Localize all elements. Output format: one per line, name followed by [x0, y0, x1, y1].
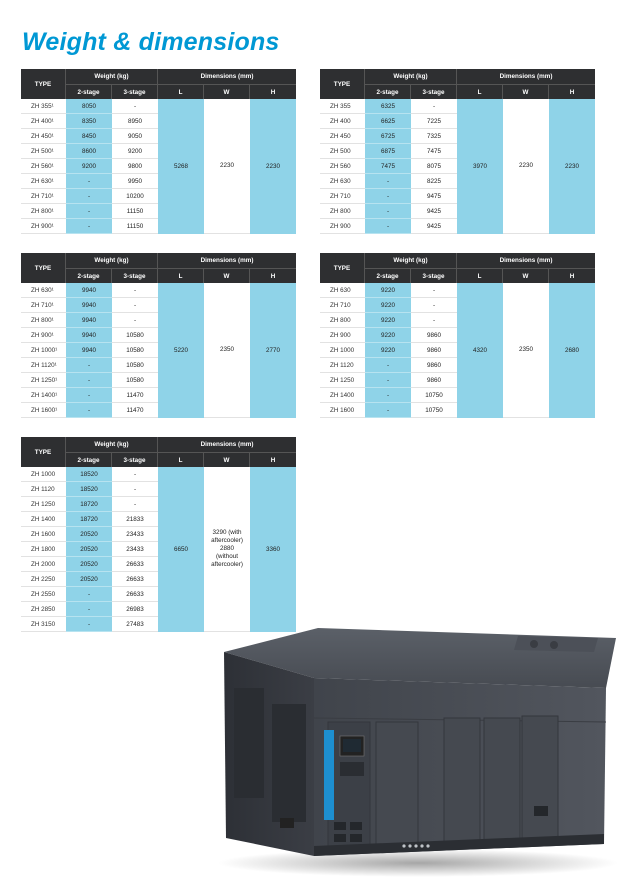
type-cell: ZH 1000: [21, 467, 66, 482]
weight-2-stage-cell: 9940: [66, 283, 112, 298]
type-cell: ZH 1800: [21, 542, 66, 557]
type-cell: ZH 1250¹: [21, 373, 66, 388]
column-header-type: TYPE: [320, 69, 365, 99]
type-cell: ZH 630¹: [21, 283, 66, 298]
weight-3-stage-cell: 21833: [112, 512, 158, 527]
weight-2-stage-cell: -: [365, 189, 411, 204]
weight-3-stage-cell: 9800: [112, 159, 158, 174]
dimension-h-value: 2230: [549, 99, 595, 234]
weight-2-stage-cell: 9220: [365, 328, 411, 343]
column-header-2-stage: 2-stage: [66, 268, 112, 283]
dimension-w-label: 2230: [219, 162, 234, 170]
column-header-h: H: [549, 268, 595, 283]
column-header-w: W: [204, 452, 250, 467]
type-cell: ZH 400¹: [21, 114, 66, 129]
column-header-w: W: [503, 84, 549, 99]
column-header-2-stage: 2-stage: [365, 268, 411, 283]
dimension-w-value: [204, 467, 250, 632]
weight-3-stage-cell: 8950: [112, 114, 158, 129]
weight-2-stage-cell: 6325: [365, 99, 411, 114]
weight-2-stage-cell: -: [66, 587, 112, 602]
column-header-3-stage: 3-stage: [112, 452, 158, 467]
type-cell: ZH 900¹: [21, 219, 66, 234]
column-header-3-stage: 3-stage: [411, 268, 457, 283]
weight-3-stage-cell: 10580: [112, 343, 158, 358]
weight-3-stage-cell: 9950: [112, 174, 158, 189]
column-header-w: W: [503, 268, 549, 283]
weight-2-stage-cell: 8050: [66, 99, 112, 114]
column-header-weight: Weight (kg): [365, 69, 457, 84]
type-cell: ZH 560: [320, 159, 365, 174]
weight-3-stage-cell: 23433: [112, 527, 158, 542]
weight-2-stage-cell: 9200: [66, 159, 112, 174]
weight-2-stage-cell: -: [66, 602, 112, 617]
column-header-weight: Weight (kg): [66, 69, 158, 84]
type-cell: ZH 355¹: [21, 99, 66, 114]
weight-2-stage-cell: -: [66, 373, 112, 388]
weight-3-stage-cell: -: [411, 313, 457, 328]
type-cell: ZH 2850: [21, 602, 66, 617]
weight-2-stage-cell: 9220: [365, 283, 411, 298]
type-cell: ZH 2000: [21, 557, 66, 572]
weight-2-stage-cell: 6875: [365, 144, 411, 159]
weight-2-stage-cell: 20520: [66, 542, 112, 557]
dimension-w-label: 2350: [219, 346, 234, 354]
weight-3-stage-cell: 11150: [112, 219, 158, 234]
column-header-type: TYPE: [21, 253, 66, 283]
dimension-l-value: 5268: [158, 99, 204, 234]
column-header-type: TYPE: [21, 69, 66, 99]
column-header-2-stage: 2-stage: [365, 84, 411, 99]
column-header-dimensions: Dimensions (mm): [457, 69, 595, 84]
column-header-3-stage: 3-stage: [112, 268, 158, 283]
weight-2-stage-cell: 9220: [365, 343, 411, 358]
type-cell: ZH 1000: [320, 343, 365, 358]
weight-3-stage-cell: 9860: [411, 373, 457, 388]
weight-3-stage-cell: 9860: [411, 328, 457, 343]
weight-2-stage-cell: -: [66, 219, 112, 234]
weight-2-stage-cell: -: [365, 174, 411, 189]
weight-dimensions-table: [320, 253, 595, 418]
weight-2-stage-cell: -: [365, 388, 411, 403]
weight-2-stage-cell: 7475: [365, 159, 411, 174]
column-header-l: L: [158, 84, 204, 99]
weight-3-stage-cell: 10750: [411, 403, 457, 418]
type-cell: ZH 1400: [320, 388, 365, 403]
dimension-l-value: 4320: [457, 283, 503, 418]
type-cell: ZH 1400: [21, 512, 66, 527]
column-header-type: TYPE: [320, 253, 365, 283]
weight-dimensions-table: [21, 69, 296, 234]
weight-2-stage-cell: 20520: [66, 572, 112, 587]
type-cell: ZH 630: [320, 174, 365, 189]
weight-3-stage-cell: -: [112, 99, 158, 114]
weight-2-stage-cell: -: [365, 358, 411, 373]
column-header-l: L: [158, 452, 204, 467]
weight-dimensions-table: [21, 253, 296, 418]
dimension-w-value: [503, 99, 549, 234]
weight-3-stage-cell: -: [411, 283, 457, 298]
type-cell: ZH 1250: [21, 497, 66, 512]
weight-3-stage-cell: 26633: [112, 557, 158, 572]
weight-3-stage-cell: 9425: [411, 219, 457, 234]
weight-3-stage-cell: 9200: [112, 144, 158, 159]
column-header-2-stage: 2-stage: [66, 452, 112, 467]
weight-2-stage-cell: -: [66, 617, 112, 632]
weight-dimensions-table: [320, 69, 595, 234]
weight-2-stage-cell: 8600: [66, 144, 112, 159]
type-cell: ZH 710: [320, 189, 365, 204]
column-header-h: H: [250, 84, 296, 99]
type-cell: ZH 1120¹: [21, 358, 66, 373]
type-cell: ZH 1120: [320, 358, 365, 373]
weight-2-stage-cell: -: [365, 373, 411, 388]
column-header-h: H: [250, 452, 296, 467]
weight-3-stage-cell: -: [411, 298, 457, 313]
type-cell: ZH 500¹: [21, 144, 66, 159]
dimension-w-value: [204, 99, 250, 234]
weight-2-stage-cell: 9940: [66, 343, 112, 358]
column-header-w: W: [204, 84, 250, 99]
dimension-l-value: 5220: [158, 283, 204, 418]
weight-2-stage-cell: 18720: [66, 497, 112, 512]
type-cell: ZH 800¹: [21, 313, 66, 328]
weight-3-stage-cell: -: [112, 482, 158, 497]
type-cell: ZH 900¹: [21, 328, 66, 343]
column-header-dimensions: Dimensions (mm): [457, 253, 595, 268]
type-cell: ZH 500: [320, 144, 365, 159]
weight-2-stage-cell: -: [66, 358, 112, 373]
weight-2-stage-cell: -: [66, 403, 112, 418]
type-cell: ZH 1250: [320, 373, 365, 388]
compressor-image: [218, 618, 628, 886]
dimension-w-label: 2230: [518, 162, 533, 170]
weight-3-stage-cell: 10580: [112, 358, 158, 373]
weight-3-stage-cell: 10200: [112, 189, 158, 204]
column-header-h: H: [549, 84, 595, 99]
dimension-l-value: 6650: [158, 467, 204, 632]
column-header-weight: Weight (kg): [66, 437, 158, 452]
weight-2-stage-cell: 9940: [66, 328, 112, 343]
weight-2-stage-cell: 18720: [66, 512, 112, 527]
page-title: Weight & dimensions: [22, 28, 280, 56]
dimension-h-value: 2680: [549, 283, 595, 418]
weight-2-stage-cell: 9940: [66, 313, 112, 328]
weight-2-stage-cell: 18520: [66, 482, 112, 497]
type-cell: ZH 900: [320, 219, 365, 234]
type-cell: ZH 710¹: [21, 189, 66, 204]
column-header-dimensions: Dimensions (mm): [158, 253, 296, 268]
dimension-h-value: 3360: [250, 467, 296, 632]
type-cell: ZH 800¹: [21, 204, 66, 219]
weight-2-stage-cell: -: [365, 219, 411, 234]
weight-3-stage-cell: -: [411, 99, 457, 114]
column-header-3-stage: 3-stage: [411, 84, 457, 99]
dimension-w-value: [503, 283, 549, 418]
weight-2-stage-cell: -: [66, 174, 112, 189]
column-header-dimensions: Dimensions (mm): [158, 69, 296, 84]
type-cell: ZH 450: [320, 129, 365, 144]
weight-3-stage-cell: 26633: [112, 587, 158, 602]
weight-dimensions-table: [21, 437, 296, 632]
weight-2-stage-cell: 20520: [66, 557, 112, 572]
weight-3-stage-cell: 27483: [112, 617, 158, 632]
dimension-h-value: 2230: [250, 99, 296, 234]
weight-3-stage-cell: 10580: [112, 373, 158, 388]
type-cell: ZH 355: [320, 99, 365, 114]
weight-3-stage-cell: 11150: [112, 204, 158, 219]
weight-3-stage-cell: 11470: [112, 403, 158, 418]
weight-3-stage-cell: 9050: [112, 129, 158, 144]
column-header-l: L: [158, 268, 204, 283]
weight-2-stage-cell: 8450: [66, 129, 112, 144]
weight-2-stage-cell: 18520: [66, 467, 112, 482]
weight-2-stage-cell: 8350: [66, 114, 112, 129]
weight-3-stage-cell: -: [112, 467, 158, 482]
weight-2-stage-cell: -: [66, 204, 112, 219]
weight-3-stage-cell: 23433: [112, 542, 158, 557]
weight-3-stage-cell: 9475: [411, 189, 457, 204]
weight-3-stage-cell: 10750: [411, 388, 457, 403]
weight-2-stage-cell: -: [365, 403, 411, 418]
dimension-l-value: 3970: [457, 99, 503, 234]
weight-3-stage-cell: 11470: [112, 388, 158, 403]
column-header-weight: Weight (kg): [365, 253, 457, 268]
weight-3-stage-cell: 10580: [112, 328, 158, 343]
type-cell: ZH 400: [320, 114, 365, 129]
column-header-l: L: [457, 84, 503, 99]
weight-3-stage-cell: 7225: [411, 114, 457, 129]
weight-2-stage-cell: -: [365, 204, 411, 219]
weight-3-stage-cell: 9860: [411, 343, 457, 358]
type-cell: ZH 3150: [21, 617, 66, 632]
type-cell: ZH 450¹: [21, 129, 66, 144]
weight-3-stage-cell: 7475: [411, 144, 457, 159]
type-cell: ZH 560¹: [21, 159, 66, 174]
type-cell: ZH 800: [320, 204, 365, 219]
weight-3-stage-cell: 7325: [411, 129, 457, 144]
weight-2-stage-cell: 20520: [66, 527, 112, 542]
type-cell: ZH 1400¹: [21, 388, 66, 403]
weight-3-stage-cell: 26633: [112, 572, 158, 587]
weight-3-stage-cell: 26983: [112, 602, 158, 617]
column-header-l: L: [457, 268, 503, 283]
dimension-w-value: [204, 283, 250, 418]
type-cell: ZH 1600: [21, 527, 66, 542]
type-cell: ZH 2250: [21, 572, 66, 587]
type-cell: ZH 1120: [21, 482, 66, 497]
type-cell: ZH 2550: [21, 587, 66, 602]
column-header-dimensions: Dimensions (mm): [158, 437, 296, 452]
weight-3-stage-cell: 8075: [411, 159, 457, 174]
type-cell: ZH 710¹: [21, 298, 66, 313]
weight-3-stage-cell: -: [112, 313, 158, 328]
type-cell: ZH 900: [320, 328, 365, 343]
weight-2-stage-cell: 9940: [66, 298, 112, 313]
weight-2-stage-cell: -: [66, 189, 112, 204]
weight-3-stage-cell: -: [112, 298, 158, 313]
type-cell: ZH 1600: [320, 403, 365, 418]
column-header-type: TYPE: [21, 437, 66, 467]
type-cell: ZH 630: [320, 283, 365, 298]
type-cell: ZH 1000¹: [21, 343, 66, 358]
weight-3-stage-cell: -: [112, 283, 158, 298]
weight-3-stage-cell: 8225: [411, 174, 457, 189]
type-cell: ZH 710: [320, 298, 365, 313]
column-header-weight: Weight (kg): [66, 253, 158, 268]
dimension-h-value: 2770: [250, 283, 296, 418]
type-cell: ZH 1600¹: [21, 403, 66, 418]
type-cell: ZH 800: [320, 313, 365, 328]
column-header-2-stage: 2-stage: [66, 84, 112, 99]
weight-2-stage-cell: 9220: [365, 298, 411, 313]
weight-2-stage-cell: 6625: [365, 114, 411, 129]
weight-2-stage-cell: 6725: [365, 129, 411, 144]
weight-2-stage-cell: 9220: [365, 313, 411, 328]
type-cell: ZH 630¹: [21, 174, 66, 189]
dimension-w-label: 3290 (with aftercooler) 2880 (without aftercooler): [211, 529, 243, 568]
column-header-w: W: [204, 268, 250, 283]
dimension-w-label: 2350: [518, 346, 533, 354]
weight-3-stage-cell: 9425: [411, 204, 457, 219]
weight-2-stage-cell: -: [66, 388, 112, 403]
weight-3-stage-cell: 9860: [411, 358, 457, 373]
column-header-3-stage: 3-stage: [112, 84, 158, 99]
column-header-h: H: [250, 268, 296, 283]
weight-3-stage-cell: -: [112, 497, 158, 512]
